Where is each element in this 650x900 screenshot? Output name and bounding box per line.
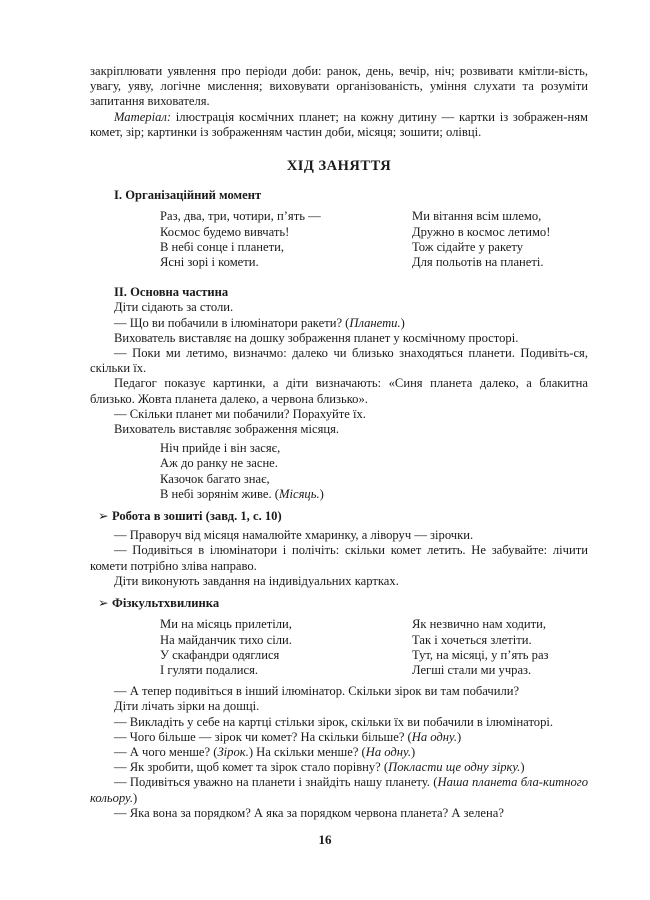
poem-line: І гуляти подалися.	[160, 662, 259, 677]
poem-line: Як незвично нам ходити,	[412, 617, 547, 632]
poem-line: Тут, на місяці, у п’ять раз	[412, 647, 549, 662]
exercise-poem	[160, 617, 588, 678]
paragraph: Діти сідають за столи.	[114, 300, 234, 315]
arrow-bullet-icon: ➢	[98, 596, 109, 611]
paragraph: — Чого більше — зірок чи комет? На скільки більше? (На одну.)	[114, 729, 462, 744]
intro-material	[90, 110, 588, 140]
material-text: ілюстрація космічних планет; на кожну дитину — картки із зображен-ням комет, зір; картинки із зображенням частин доби, місяця; зошити; олівці.	[90, 109, 588, 139]
page-title: ХІД ЗАНЯТТЯ	[286, 158, 392, 175]
workbook-heading: ➢ Робота в зошиті (завд. 1, с. 10)	[98, 509, 282, 524]
poem-line: На майданчик тихо сіли.	[160, 632, 292, 647]
poem-line: Дружно в космос летимо!	[412, 224, 551, 239]
section1-heading: І. Організаційний момент	[114, 188, 262, 203]
poem-line: Так і хочеться злетіти.	[412, 632, 532, 647]
poem-line: Для польотів на планеті.	[412, 255, 544, 270]
paragraph: — Викладіть у себе на картці стільки зірок, скільки їх ви побачили в ілюмінаторі.	[114, 714, 554, 729]
material-label: Матеріал:	[114, 109, 172, 124]
poem-line: В небі зорянім живе. (Місяць.)	[160, 486, 324, 501]
paragraph: — Скільки планет ми побачили? Порахуйте їх.	[114, 406, 366, 421]
arrow-bullet-icon: ➢	[98, 509, 109, 524]
poem-line: Ніч прийде і він засяє,	[160, 441, 281, 456]
poem-line: Тож сідайте у ракету	[412, 239, 524, 254]
paragraph: Педагог показує картинки, а діти визначають: «Синя планета далеко, а блакитна близько. Жовта планета далеко, а червона близько».	[90, 376, 588, 406]
poem-line: Легші стали ми учраз.	[412, 662, 532, 677]
riddle-poem	[160, 441, 588, 502]
page-content	[90, 64, 588, 821]
paragraph: — Поки ми летимо, визначмо: далеко чи близько знаходяться планети. Подивіть-ся, скільки їх.	[90, 346, 588, 376]
paragraph: — Як зробити, щоб комет та зірок стало порівну? (Покласти ще одну зірку.)	[114, 760, 525, 775]
greeting-poem	[160, 209, 588, 270]
poem-line: У скафандри одяглися	[160, 647, 280, 662]
paragraph: — А тепер подивіться в інший ілюмінатор. Скільки зірок ви там побачили?	[114, 684, 520, 699]
poem-line: Раз, два, три, чотири, п’ять —	[160, 209, 321, 224]
page-number: 16	[318, 832, 332, 847]
poem-line: Ми на місяць прилетіли,	[160, 617, 292, 632]
paragraph: — Що ви побачили в ілюмінатори ракети? (Планети.)	[114, 315, 405, 330]
poem-line: Аж до ранку не засне.	[160, 456, 278, 471]
paragraph: — Яка вона за порядком? А яка за порядком червона планета? А зелена?	[114, 805, 504, 820]
poem-line: Ми вітання всім шлемо,	[412, 209, 542, 224]
section2-heading: ІІ. Основна частина	[114, 285, 229, 300]
paragraph: — А чого менше? (Зірок.) На скільки менше? (На одну.)	[114, 744, 416, 759]
greeting-poem-right	[412, 209, 550, 270]
poem-line: В небі сонце і планети,	[160, 239, 285, 254]
paragraph: Діти лічать зірки на дошці.	[114, 699, 260, 714]
paragraph: Діти виконують завдання на індивідуальних картках.	[114, 573, 399, 588]
paragraph: Вихователь виставляє на дошку зображення планет у космічному просторі.	[114, 330, 519, 345]
paragraph: — Праворуч від місяця намалюйте хмаринку, а ліворуч — зірочки.	[114, 528, 474, 543]
paragraph: — Подивіться в ілюмінатори і полічіть: скільки комет летить. Не забувайте: лічити комети потрібно зліва направо.	[90, 543, 588, 573]
paragraph: Вихователь виставляє зображення місяця.	[114, 422, 340, 437]
exercise-poem-left	[160, 617, 412, 678]
intro-goals: закріплювати уявлення про періоди доби: ранок, день, вечір, ніч; розвивати кмітли-вість, увагу, уяву, логічне мислення; виховувати організованість, уміння слухати та розуміти запитання вихователя.	[90, 64, 588, 109]
greeting-poem-left	[160, 209, 412, 270]
poem-line: Ясні зорі і комети.	[160, 255, 259, 270]
exercise-poem-right	[412, 617, 549, 678]
paragraph: — Подивіться уважно на планети і знайдіть нашу планету. (Наша планета бла-китного кольору.)	[90, 775, 588, 805]
poem-line: Казочок багато знає,	[160, 471, 270, 486]
exercise-heading: ➢ Фізкультхвилинка	[98, 596, 220, 611]
poem-line: Космос будемо вивчать!	[160, 224, 290, 239]
